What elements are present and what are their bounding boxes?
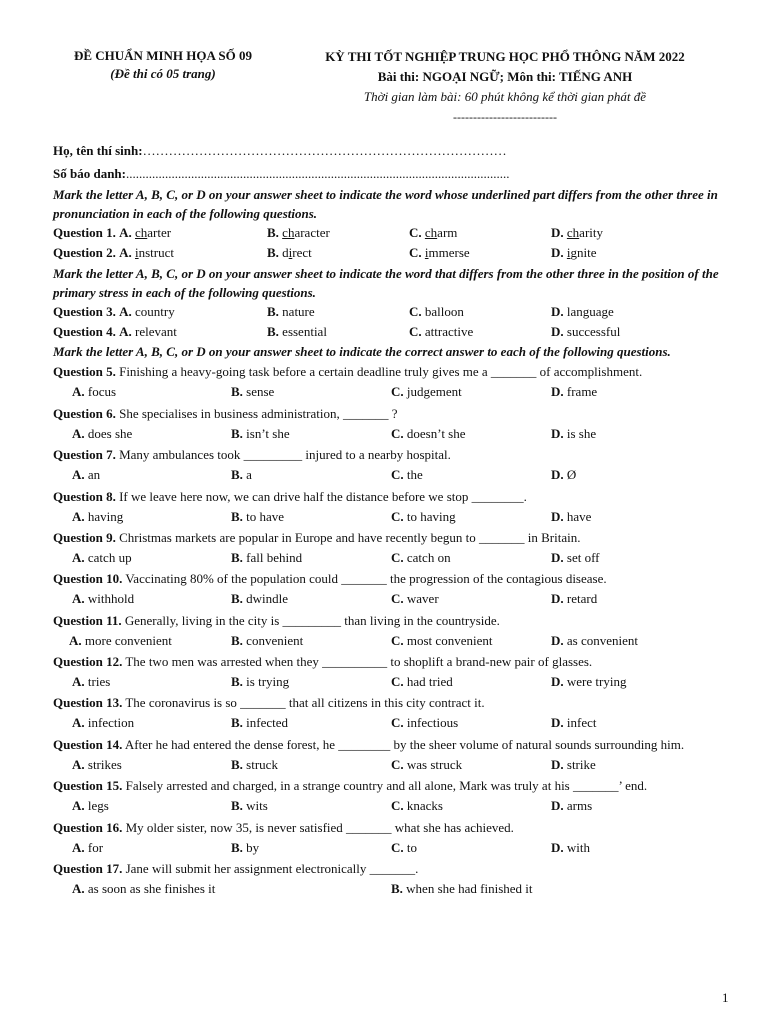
question-14-options (53, 755, 731, 775)
option-text: is trying (246, 674, 290, 690)
question-2 (53, 243, 731, 263)
option-text: nstruct (138, 245, 174, 261)
page-number: 1 (722, 990, 729, 1005)
question-16-options (53, 838, 731, 858)
question-label: Question 2. (53, 245, 116, 261)
question-label: Question 7. (53, 447, 116, 463)
option-letter: D. (551, 245, 564, 261)
option-letter: B. (231, 549, 243, 565)
option-letter: D. (551, 632, 564, 648)
exam-code: ĐỀ CHUẨN MINH HỌA SỐ 09 (73, 48, 253, 63)
option-text: doesn’t she (406, 425, 466, 441)
option-text: as soon as she finishes it (87, 881, 216, 897)
option-text: for (87, 839, 104, 855)
question-stem: The coronavirus is so _______ that all citizens in this city contract it. (125, 695, 485, 711)
option-letter: A. (72, 881, 85, 897)
option-letter: A. (72, 591, 85, 607)
option-letter: D. (551, 323, 564, 339)
option-text: isn’t she (246, 425, 290, 441)
option-text: to (406, 839, 418, 855)
header-left (52, 47, 274, 83)
question-label: Question 3. (53, 303, 116, 319)
option-text: legs (87, 798, 109, 814)
option-text: arter (147, 224, 172, 240)
option-letter: B. (267, 224, 279, 240)
question-6 (53, 403, 731, 424)
question-stem: She specialises in business administration, _______ ? (119, 405, 398, 421)
option-text: rect (292, 245, 312, 261)
question-label: Question 4. (53, 323, 116, 339)
underlined-part: i (134, 245, 139, 261)
question-11-options (53, 631, 731, 651)
option-letter: B. (267, 323, 279, 339)
option-letter: C. (391, 674, 404, 690)
option-letter: C. (391, 756, 404, 772)
option-letter: B. (231, 591, 243, 607)
option-letter: C. (409, 303, 422, 319)
option-text: tries (87, 674, 111, 690)
option-letter: B. (231, 467, 243, 483)
option-letter: C. (391, 467, 404, 483)
question-4 (53, 322, 731, 342)
option-text: focus (87, 384, 117, 400)
option-text: is she (566, 425, 597, 441)
question-label: Question 8. (53, 488, 116, 504)
question-9 (53, 527, 731, 548)
option-letter: C. (391, 632, 404, 648)
question-label: Question 11. (53, 612, 122, 628)
option-text: catch up (87, 549, 132, 565)
option-letter: C. (391, 798, 404, 814)
question-5-options (53, 382, 731, 402)
underlined-part: i (566, 245, 571, 261)
question-11 (53, 610, 731, 631)
option-text: strikes (87, 756, 122, 772)
option-letter: A. (72, 508, 85, 524)
question-16 (53, 817, 731, 838)
question-stem: The two men was arrested when they __________ to shoplift a brand-new pair of glasses. (125, 654, 593, 670)
option-text: attractive (424, 323, 474, 339)
question-label: Question 17. (53, 861, 123, 877)
question-stem: Vaccinating 80% of the population could _______ the progression of the contagious disease. (125, 571, 607, 587)
option-letter: B. (231, 425, 243, 441)
underlined-part: ch (566, 224, 580, 240)
header-rule: -------------------------- (453, 110, 557, 124)
option-text: dwindle (246, 591, 289, 607)
question-6-options (53, 424, 731, 444)
question-10-options (53, 589, 731, 609)
option-letter: A. (119, 245, 132, 261)
question-15 (53, 775, 731, 796)
question-label: Question 14. (53, 736, 123, 752)
option-letter: C. (391, 384, 404, 400)
question-10 (53, 568, 731, 589)
option-letter: A. (72, 549, 85, 565)
option-letter: A. (72, 674, 85, 690)
question-stem: Many ambulances took _________ injured to a nearby hospital. (119, 447, 451, 463)
option-letter: D. (551, 674, 564, 690)
option-text: with (566, 839, 591, 855)
question-7 (53, 444, 731, 465)
question-7-options (53, 465, 731, 485)
candidate-id-label: Số báo danh: (53, 166, 126, 182)
option-text: d (282, 245, 289, 261)
option-letter: D. (551, 384, 564, 400)
question-13 (53, 692, 731, 713)
underlined-part: ch (282, 224, 295, 240)
option-text: country (134, 303, 175, 319)
question-label: Question 16. (53, 819, 123, 835)
option-text: to having (406, 508, 456, 524)
option-letter: A. (72, 467, 85, 483)
question-stem: Christmas markets are popular in Europe and have recently begun to _______ in Britain. (119, 529, 581, 545)
option-letter: B. (231, 798, 243, 814)
option-letter: C. (391, 549, 404, 565)
question-label: Question 13. (53, 695, 123, 711)
option-letter: C. (409, 323, 422, 339)
option-text: successful (566, 323, 621, 339)
option-text: mmerse (428, 245, 470, 261)
option-text: frame (566, 384, 598, 400)
option-text: have (566, 508, 592, 524)
option-text: arm (437, 224, 458, 240)
exam-subject: Bài thi: NGOẠI NGỮ; Môn thi: TIẾNG ANH (377, 69, 633, 84)
option-letter: D. (551, 467, 564, 483)
option-letter: D. (551, 591, 564, 607)
question-list (53, 361, 731, 858)
option-text: essential (282, 323, 327, 339)
question-3 (53, 302, 731, 322)
option-text: had tried (406, 674, 453, 690)
instruction-stress: Mark the letter A, B, C, or D on your answer sheet to indicate the word that differs from the other three in the position of the primary stress in each of the following questions. (53, 265, 719, 300)
option-letter: B. (231, 756, 243, 772)
option-text: infection (87, 715, 135, 731)
option-letter: C. (391, 591, 404, 607)
underlined-part: i (288, 245, 293, 261)
option-letter: A. (119, 303, 132, 319)
option-text: having (87, 508, 124, 524)
underlined-part: ch (134, 224, 148, 240)
question-13-options (53, 713, 731, 733)
question-8 (53, 486, 731, 507)
option-letter: C. (391, 839, 404, 855)
option-text: Ø (566, 467, 577, 483)
option-text: strike (566, 756, 596, 772)
option-text: judgement (406, 384, 462, 400)
option-text: withhold (87, 591, 135, 607)
option-text: nature (282, 303, 315, 319)
question-stem: My older sister, now 35, is never satisfied _______ what she has achieved. (125, 819, 514, 835)
question-12 (53, 651, 731, 672)
option-letter: D. (551, 224, 564, 240)
option-letter: B. (267, 303, 279, 319)
option-text: convenient (246, 632, 304, 648)
option-text: to have (246, 508, 285, 524)
option-text: infected (246, 715, 289, 731)
option-text: aracter (294, 224, 330, 240)
option-text: arms (566, 798, 593, 814)
option-letter: B. (231, 632, 243, 648)
option-letter: B. (267, 245, 279, 261)
option-text: gnite (570, 245, 597, 261)
exam-time: Thời gian làm bài: 60 phút không kể thời gian phát đề (363, 89, 647, 104)
question-stem: Finishing a heavy-going task before a certain deadline truly gives me a _______ of accomplishment. (119, 364, 643, 380)
option-letter: B. (231, 715, 243, 731)
option-letter: A. (72, 715, 85, 731)
option-letter: D. (551, 303, 564, 319)
question-9-options (53, 548, 731, 568)
option-text: language (566, 303, 614, 319)
option-letter: A. (72, 384, 85, 400)
question-17 (53, 858, 731, 879)
option-text: waver (406, 591, 439, 607)
underlined-part: i (424, 245, 429, 261)
option-letter: A. (72, 756, 85, 772)
instruction-correct-answer: Mark the letter A, B, C, or D on your answer sheet to indicate the correct answer to each of the following questions. (53, 344, 671, 360)
question-label: Question 15. (53, 778, 123, 794)
question-1 (53, 223, 731, 243)
option-letter: D. (551, 756, 564, 772)
question-stem: If we leave here now, we can drive half the distance before we stop ________. (119, 488, 527, 504)
option-letter: A. (72, 798, 85, 814)
option-text: infectious (406, 715, 459, 731)
option-text: an (87, 467, 101, 483)
question-8-options (53, 507, 731, 527)
option-text: fall behind (246, 549, 303, 565)
option-letter: C. (391, 715, 404, 731)
option-text: more convenient (84, 632, 172, 648)
question-17-options (53, 879, 731, 899)
option-text: struck (246, 756, 278, 772)
question-stem: Falsely arrested and charged, in a strange country and all alone, Mark was truly at his _______’ end. (125, 778, 648, 794)
question-stem: Jane will submit her assignment electronically _______. (125, 861, 419, 877)
candidate-name-dots: ………………………………………………………………………… (142, 143, 507, 158)
candidate-id-dots: ...................................................................................................................... (125, 166, 510, 182)
option-letter: A. (72, 425, 85, 441)
option-letter: B. (231, 674, 243, 690)
question-5 (53, 361, 731, 382)
question-12-options (53, 672, 731, 692)
question-stem: Generally, living in the city is _________ than living in the countryside. (124, 612, 500, 628)
candidate-name-label: Họ, tên thí sinh: (53, 143, 143, 158)
option-text: as convenient (566, 632, 639, 648)
question-label: Question 12. (53, 654, 123, 670)
exam-title: KỲ THI TỐT NGHIỆP TRUNG HỌC PHỔ THÔNG NĂM 2022 (325, 49, 685, 64)
question-14 (53, 734, 731, 755)
option-text: retard (566, 591, 598, 607)
option-text: by (246, 839, 260, 855)
option-text: when she had finished it (406, 881, 533, 897)
option-text: were trying (566, 674, 627, 690)
option-letter: A. (119, 323, 132, 339)
option-letter: C. (409, 245, 422, 261)
option-text: was struck (406, 756, 463, 772)
option-text: does she (87, 425, 133, 441)
option-text: catch on (406, 549, 451, 565)
header-right (282, 47, 728, 127)
question-15-options (53, 796, 731, 816)
option-text: relevant (134, 323, 177, 339)
underlined-part: ch (424, 224, 438, 240)
question-label: Question 1. (53, 224, 116, 240)
option-text: balloon (424, 303, 464, 319)
question-label: Question 10. (53, 571, 123, 587)
option-letter: B. (231, 384, 243, 400)
exam-body (53, 141, 731, 899)
option-letter: D. (551, 839, 564, 855)
question-label: Question 9. (53, 529, 116, 545)
option-text: wits (246, 798, 268, 814)
option-text: a (246, 467, 252, 483)
page-count-note: (Đề thi có 05 trang) (110, 66, 216, 81)
option-letter: A. (119, 224, 132, 240)
option-text: arity (579, 224, 603, 240)
option-letter: B. (231, 508, 243, 524)
option-text: infect (566, 715, 597, 731)
option-text: knacks (406, 798, 443, 814)
question-stem: After he had entered the dense forest, he ________ by the sheer volume of natural sounds surrounding him. (124, 736, 685, 752)
candidate-id-line (53, 164, 731, 184)
option-text: sense (246, 384, 275, 400)
question-label: Question 5. (53, 364, 116, 380)
option-letter: D. (551, 715, 564, 731)
option-letter: D. (551, 798, 564, 814)
option-letter: C. (391, 425, 404, 441)
option-letter: A. (69, 632, 82, 648)
option-letter: C. (391, 508, 404, 524)
candidate-name-line (53, 141, 731, 161)
option-letter: C. (409, 224, 422, 240)
option-letter: A. (72, 839, 85, 855)
option-text: the (406, 467, 423, 483)
option-letter: B. (231, 839, 243, 855)
option-letter: B. (391, 881, 403, 897)
option-text: set off (566, 549, 600, 565)
instruction-pronunciation: Mark the letter A, B, C, or D on your answer sheet to indicate the word whose underlined part differs from the other three in pronunciation in each of the following questions. (53, 186, 718, 221)
option-text: most convenient (406, 632, 493, 648)
option-letter: D. (551, 549, 564, 565)
option-letter: D. (551, 425, 564, 441)
option-letter: D. (551, 508, 564, 524)
question-label: Question 6. (53, 405, 116, 421)
